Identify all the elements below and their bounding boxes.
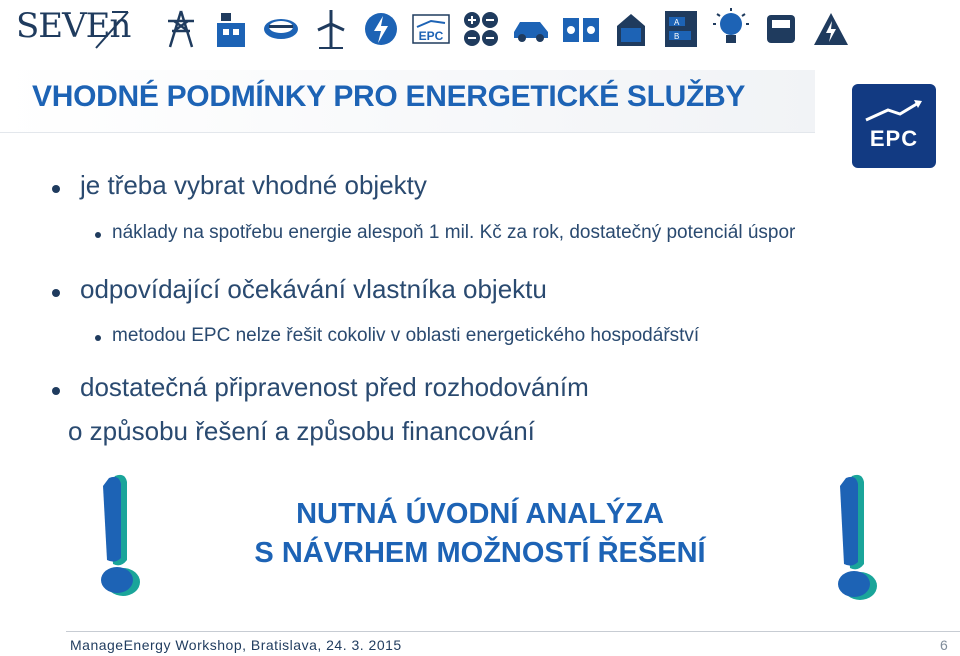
bullet-level2: metodou EPC nelze řešit cokoliv v oblasti energetického hospodářství <box>112 325 700 346</box>
bullet-continuation: o způsobu řešení a způsobu financování <box>68 416 535 446</box>
callout-line1: NUTNÁ ÚVODNÍ ANALÝZA <box>296 498 664 530</box>
svg-text:B: B <box>674 32 680 41</box>
logo-swoosh-icon <box>92 8 132 52</box>
header-icon-strip <box>160 4 880 54</box>
wind-turbine-icon <box>310 8 352 50</box>
epc-badge <box>852 84 936 168</box>
bullet-dot <box>52 289 60 297</box>
solar-panel-building-icon <box>210 8 252 50</box>
logo-text: SEVEn <box>16 6 131 46</box>
svg-text:EPC: EPC <box>418 29 444 43</box>
bullet-dot <box>95 232 101 238</box>
car-icon <box>510 8 552 50</box>
callout-line2: S NÁVRHEM MOŽNOSTÍ ŘEŠENÍ <box>254 537 706 569</box>
lightning-energy-icon <box>360 8 402 50</box>
arrow-icon <box>852 90 936 130</box>
plus-minus-icon <box>460 8 502 50</box>
electric-meter-icon <box>760 8 802 50</box>
page-title: VHODNÉ PODMÍNKY PRO ENERGETICKÉ SLUŽBY <box>32 80 746 113</box>
page-number: 6 <box>940 637 948 653</box>
warning-lightning-icon <box>810 8 852 50</box>
battery-lights-icon <box>560 8 602 50</box>
bullet-dot <box>52 387 60 395</box>
svg-text:A: A <box>674 18 680 27</box>
bullet-dot <box>52 185 60 193</box>
epc-small-icon <box>410 8 452 50</box>
bullet-level1: odpovídající očekávání vlastníka objektu <box>80 274 547 304</box>
bullet-dot <box>95 335 101 341</box>
solar-panel-house-icon <box>610 8 652 50</box>
exclamation-right-icon <box>828 472 878 607</box>
footer-text: ManageEnergy Workshop, Bratislava, 24. 3. 2015 <box>70 637 402 653</box>
light-bulb-icon <box>710 8 752 50</box>
exclamation-left-icon <box>95 472 145 602</box>
bullet-level1: dostatečná připravenost před rozhodováním <box>80 372 589 402</box>
epc-badge-label: EPC <box>869 126 919 151</box>
footer-divider <box>66 631 960 632</box>
bullet-level2: náklady na spotřebu energie alespoň 1 mil. Kč za rok, dostatečný potenciál úspor <box>112 222 796 243</box>
bullet-level1: je třeba vybrat vhodné objekty <box>80 170 427 200</box>
power-pylon-icon <box>160 8 202 50</box>
energy-label-icon <box>660 8 702 50</box>
pipes-icon <box>260 8 302 50</box>
